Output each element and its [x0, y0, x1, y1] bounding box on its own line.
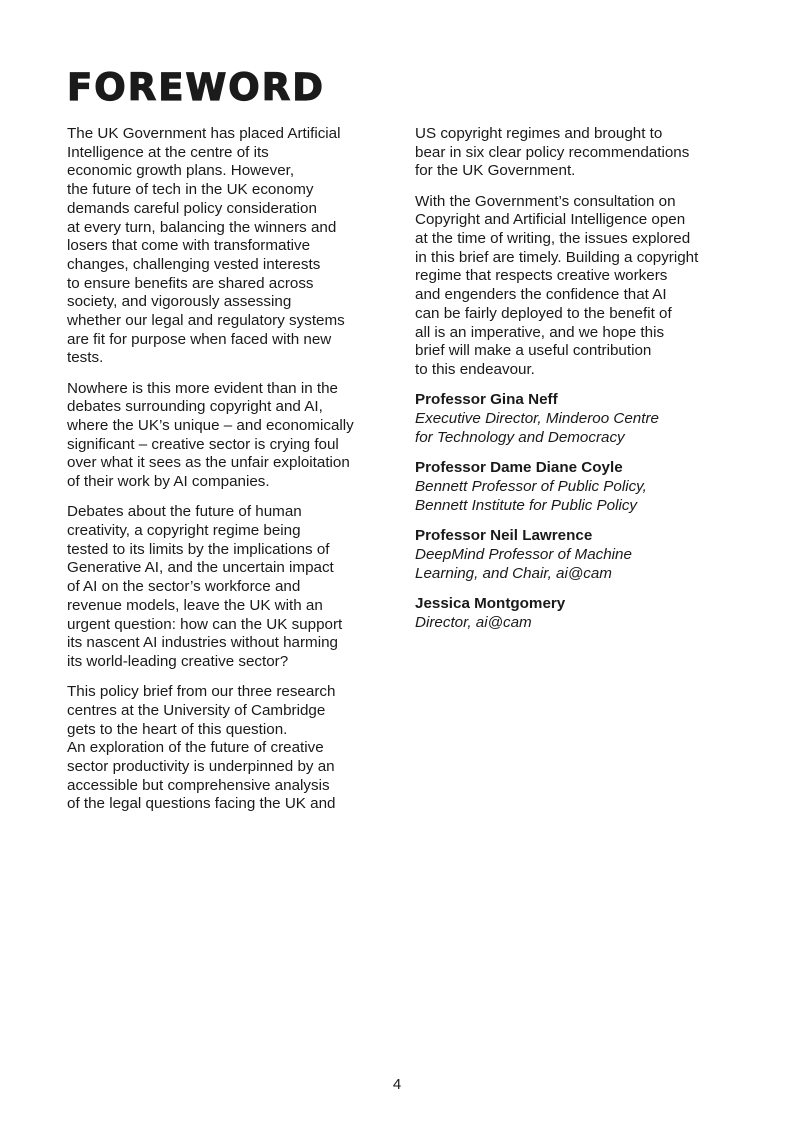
text-line: at the time of writing, the issues explored: [415, 230, 691, 248]
text-line: losers that come with transformative: [67, 237, 311, 255]
text-line: of their work by AI companies.: [67, 473, 270, 491]
paragraph-consultation: [415, 193, 735, 380]
text-line: can be fairly deployed to the benefit of: [415, 304, 672, 322]
page-number: 4: [392, 1076, 402, 1093]
signatory-role: Learning, and Chair, ai@cam: [415, 564, 612, 582]
paragraph-urgent-question: [67, 503, 385, 671]
text-line: at every turn, balancing the winners and: [67, 218, 337, 236]
text-line: Intelligence at the centre of its: [67, 143, 269, 161]
text-line: in this brief are timely. Building a copyright: [415, 248, 699, 266]
text-line: US copyright regimes and brought to: [415, 125, 663, 142]
signatory-name: Professor Dame Diane Coyle: [415, 459, 623, 477]
signatory-role: Bennett Professor of Public Policy,: [415, 477, 647, 495]
text-line: where the UK’s unique – and economically: [67, 417, 354, 435]
text-line: all is an imperative, and we hope this: [415, 323, 665, 341]
text-line: its nascent AI industries without harming: [67, 634, 338, 652]
text-line: creativity, a copyright regime being: [67, 522, 301, 540]
text-line: Generative AI, and the uncertain impact: [67, 559, 334, 577]
text-line: urgent question: how can the UK support: [67, 615, 343, 633]
text-line: sector productivity is underpinned by an: [67, 758, 335, 775]
paragraph-intro: [67, 125, 385, 368]
text-line: whether our legal and regulatory systems: [67, 312, 345, 330]
text-line: economic growth plans. However,: [67, 162, 295, 180]
signatory-neil-lawrence: [415, 527, 735, 583]
right-column: [415, 125, 735, 645]
text-line: for the UK Government.: [415, 162, 576, 180]
signatory-role: DeepMind Professor of Machine: [415, 546, 632, 564]
text-line: brief will make a useful contribution: [415, 342, 652, 360]
text-line: to ensure benefits are shared across: [67, 274, 314, 292]
text-line: over what it sees as the unfair exploitation: [67, 454, 350, 472]
signatory-role: Executive Director, Minderoo Centre: [415, 409, 659, 427]
text-line: are fit for purpose when faced with new: [67, 330, 332, 348]
text-line: to this endeavour.: [415, 360, 535, 378]
text-line: significant – creative sector is crying foul: [67, 435, 339, 453]
text-line: An exploration of the future of creative: [67, 739, 324, 757]
text-line: Copyright and Artificial Intelligence open: [415, 211, 686, 229]
text-line: bear in six clear policy recommendations: [415, 143, 690, 161]
text-line: of AI on the sector’s workforce and: [67, 578, 301, 596]
text-line: demands careful policy consideration: [67, 199, 317, 217]
text-line: debates surrounding copyright and AI,: [67, 398, 323, 416]
signatory-name: Professor Gina Neff: [415, 391, 558, 409]
text-line: regime that respects creative workers: [415, 267, 668, 285]
text-line: the future of tech in the UK economy: [67, 181, 314, 199]
text-line: changes, challenging vested interests: [67, 255, 321, 273]
text-line: The UK Government has placed Artificial: [67, 125, 341, 142]
text-line: revenue models, leave the UK with an: [67, 596, 323, 614]
signatory-name: Jessica Montgomery: [415, 595, 566, 613]
text-line: accessible but comprehensive analysis: [67, 776, 330, 794]
signatory-name: Professor Neil Lawrence: [415, 527, 593, 545]
text-line: Debates about the future of human: [67, 503, 302, 521]
text-line: and engenders the confidence that AI: [415, 286, 667, 304]
text-line: With the Government’s consultation on: [415, 192, 676, 210]
text-line: gets to the heart of this question.: [67, 720, 288, 738]
signatory-jessica-montgomery: [415, 595, 735, 632]
text-line: tested to its limits by the implications of: [67, 540, 330, 558]
left-column: [67, 125, 385, 826]
text-line: centres at the University of Cambridge: [67, 701, 326, 719]
text-line: Nowhere is this more evident than in the: [67, 379, 338, 397]
signatory-diane-coyle: [415, 459, 735, 515]
text-line: society, and vigorously assessing: [67, 293, 292, 311]
signatory-gina-neff: [415, 391, 735, 447]
paragraph-policy-brief: [67, 683, 385, 814]
text-line: This policy brief from our three research: [67, 683, 336, 701]
paragraph-recommendations: [415, 125, 735, 181]
text-line: tests.: [67, 349, 104, 367]
signatory-role: Bennett Institute for Public Policy: [415, 496, 638, 514]
text-line: its world-leading creative sector?: [67, 652, 289, 670]
paragraph-copyright-debate: [67, 380, 385, 492]
signatory-role: for Technology and Democracy: [415, 428, 625, 446]
page-title: FOREWORD: [67, 66, 325, 109]
text-line: of the legal questions facing the UK and: [67, 795, 336, 813]
signatory-role: Director, ai@cam: [415, 614, 532, 632]
